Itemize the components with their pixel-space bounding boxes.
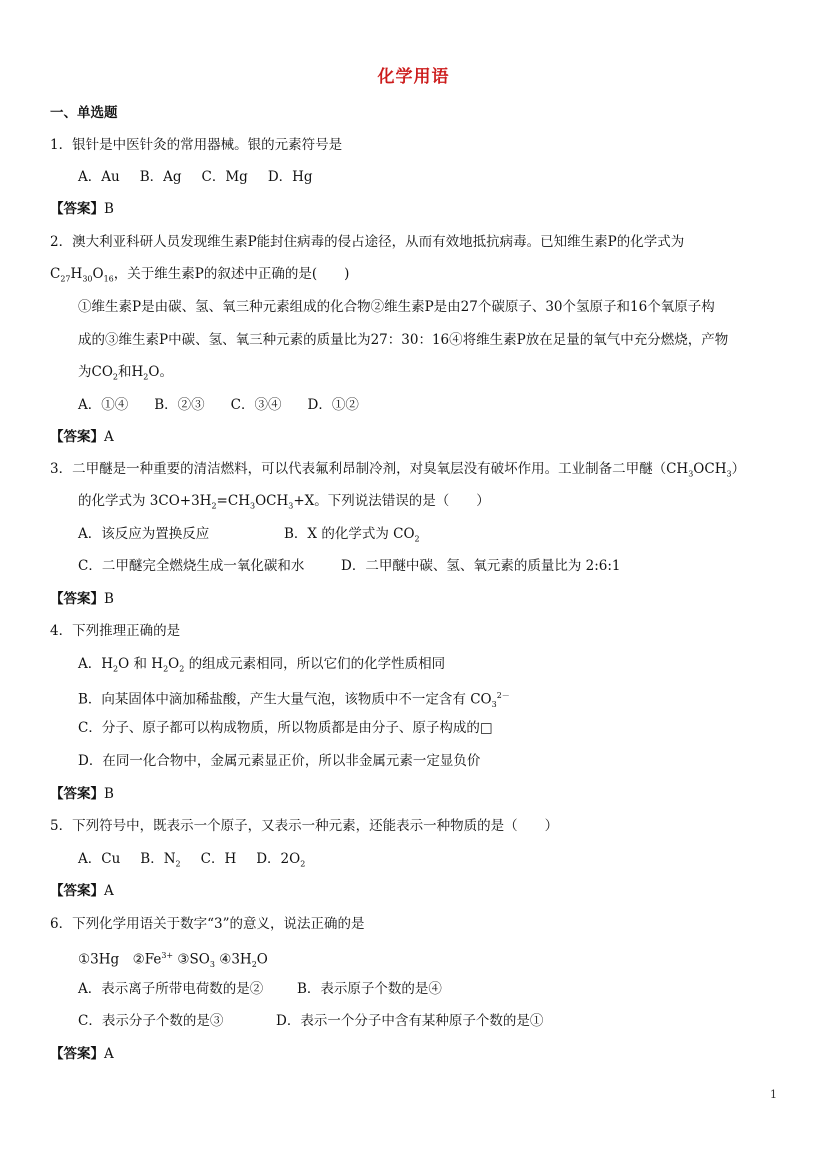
q2-option-d: D．①② — [307, 397, 359, 413]
q6-answer — [50, 1045, 114, 1063]
text-part: 和H — [118, 364, 144, 380]
q4-stem: 4．下列推理正确的是 — [50, 623, 181, 639]
text-part: 的组成元素相同，所以它们的化学性质相同 — [184, 656, 446, 672]
q1-option-b: B．Ag — [139, 169, 182, 185]
answer-value: A — [104, 429, 114, 445]
q6-option-a: A．表示离子所带电荷数的是② — [78, 981, 264, 997]
q6-option-d: D．表示一个分子中含有某种原子个数的是① — [276, 1013, 544, 1029]
q3-equation-line — [78, 492, 490, 516]
answer-label: 【答案】 — [50, 786, 104, 802]
text-part: 3．二甲醚是一种重要的清洁燃料，可以代表氟利昂制冷剂，对臭氧层没有破坏作用。工业制备二甲醚（CH — [50, 461, 689, 477]
q1-option-d: D．Hg — [267, 169, 313, 185]
text-part: ④3H — [214, 951, 252, 968]
q6-option-b: B．表示原子个数的是④ — [297, 981, 442, 997]
q5-answer — [50, 882, 114, 900]
q1-stem: 1．银针是中医针灸的常用器械。银的元素符号是 — [50, 137, 343, 153]
q1-answer — [50, 200, 114, 218]
answer-value: B — [104, 786, 114, 802]
q3-option-b — [284, 525, 420, 549]
formula-part: O — [92, 266, 104, 282]
formula-sub: 3 — [726, 469, 732, 479]
q3-answer — [50, 590, 114, 608]
q2-body-line3 — [78, 363, 173, 387]
answer-value: A — [104, 883, 114, 899]
answer-value: B — [104, 201, 114, 217]
q3-stem — [50, 460, 745, 484]
q4-answer — [50, 785, 114, 803]
answer-value: B — [104, 591, 114, 607]
answer-label: 【答案】 — [50, 429, 104, 445]
q2-options — [78, 396, 359, 414]
formula-sub: 27 — [60, 274, 71, 284]
q4-option-b — [78, 687, 510, 714]
text-part: OCH — [693, 461, 727, 477]
answer-label: 【答案】 — [50, 1046, 104, 1062]
q2-option-b: B．②③ — [154, 397, 205, 413]
text-part: O。 — [148, 364, 173, 380]
formula-sub: 2 — [179, 664, 185, 674]
answer-value: A — [104, 1046, 114, 1062]
formula-sub: 2 — [163, 664, 169, 674]
formula-sub: 3 — [209, 960, 215, 970]
formula-sub: 2 — [251, 960, 257, 970]
q3-option-c: C．二甲醚完全燃烧生成一氧化碳和水 — [78, 558, 305, 574]
q2-option-a: A．①④ — [78, 397, 129, 413]
q5-option-d — [256, 850, 305, 874]
q2-stem-line2 — [50, 265, 349, 289]
q4-option-a — [78, 655, 445, 679]
text-part: B．N — [140, 851, 176, 867]
q5-stem: 5．下列符号中，既表示一个原子，又表示一种元素，还能表示一种物质的是（ ） — [50, 818, 559, 834]
formula-sub: 3 — [249, 501, 256, 511]
text-part: O — [168, 656, 180, 672]
formula-sub: 2 — [112, 372, 118, 382]
text-part: B．向某固体中滴加稀盐酸，产生大量气泡，该物质中不一定含有 CO — [78, 691, 492, 708]
formula-sup: 2－ — [496, 691, 510, 700]
q6-stem: 6．下列化学用语关于数字“3”的意义，说法正确的是 — [50, 916, 365, 932]
text-part: O — [256, 951, 268, 968]
formula-sub: 16 — [103, 274, 114, 284]
text-part: ①3Hg ②Fe — [78, 951, 162, 968]
text-part: 为CO — [78, 364, 113, 380]
text-part: O 和 H — [118, 656, 164, 672]
q4-option-c: C．分子、原子都可以构成物质，所以物质都是由分子、原子构成的□ — [78, 720, 493, 736]
q2-answer — [50, 428, 114, 446]
q6-option-c: C．表示分子个数的是③ — [78, 1013, 224, 1029]
text-part: +X。下列说法错误的是（ ） — [293, 493, 490, 509]
q6-items — [78, 947, 268, 974]
q1-option-c: C．Mg — [201, 169, 248, 185]
formula-sub: 2 — [300, 859, 306, 869]
formula-sub: 30 — [82, 274, 93, 284]
q5-option-c: C．H — [200, 851, 237, 867]
q3-option-a: A．该反应为置换反应 — [78, 526, 210, 542]
q5-option-b — [140, 850, 180, 874]
formula-sub: 2 — [143, 372, 149, 382]
page-title: 化学用语 — [377, 67, 450, 87]
q1-options — [78, 168, 313, 186]
text-part: B．X 的化学式为 CO — [284, 526, 415, 542]
text-part: 的化学式为 3CO+3H — [78, 493, 212, 509]
answer-label: 【答案】 — [50, 591, 104, 607]
text-part: D．2O — [256, 851, 301, 867]
q2-body-line1: ①维生素P是由碳、氢、氧三种元素组成的化合物②维生素P是由27个碳原子、30个氢原子和16个氧原子构 — [78, 299, 715, 315]
text-part: ③SO — [173, 951, 210, 968]
formula-sub: 2 — [175, 859, 181, 869]
text-part: OCH — [255, 493, 289, 509]
formula-sub: 3 — [288, 501, 294, 511]
q2-stem: 2．澳大利亚科研人员发现维生素P能封住病毒的侵占途径，从而有效地抵抗病毒。已知维生素P的化学式为 — [50, 234, 685, 250]
answer-label: 【答案】 — [50, 883, 104, 899]
text-part: ） — [731, 461, 746, 477]
formula-sub: 3 — [491, 700, 497, 710]
q2-option-c: C．③④ — [230, 397, 282, 413]
section-heading: 一、单选题 — [50, 105, 118, 121]
formula-sub: 2 — [414, 534, 420, 544]
q3-option-d: D．二甲醚中碳、氢、氧元素的质量比为 2:6:1 — [341, 558, 621, 574]
page-number: 1 — [770, 1088, 777, 1101]
q2-stem-tail: ，关于维生素P的叙述中正确的是( ) — [113, 266, 350, 282]
formula-part: H — [70, 266, 83, 282]
answer-label: 【答案】 — [50, 201, 104, 217]
formula-sub: 2 — [113, 664, 119, 674]
formula-sup: 3+ — [161, 951, 174, 960]
q5-options — [78, 850, 305, 874]
formula-sub: 3 — [688, 469, 694, 479]
text-part: A．H — [78, 656, 114, 672]
q2-body-line2: 成的③维生素P中碳、氢、氧三种元素的质量比为27：30：16④将维生素P放在足量的氧气中充分燃烧，产物 — [78, 332, 729, 348]
text-part: =CH — [216, 493, 250, 509]
q5-option-a: A．Cu — [78, 851, 121, 867]
formula-part: C — [50, 266, 61, 282]
q1-option-a: A．Au — [78, 169, 120, 185]
q4-option-d: D．在同一化合物中，金属元素显正价，所以非金属元素一定显负价 — [78, 753, 481, 769]
formula-sub: 2 — [211, 501, 217, 511]
